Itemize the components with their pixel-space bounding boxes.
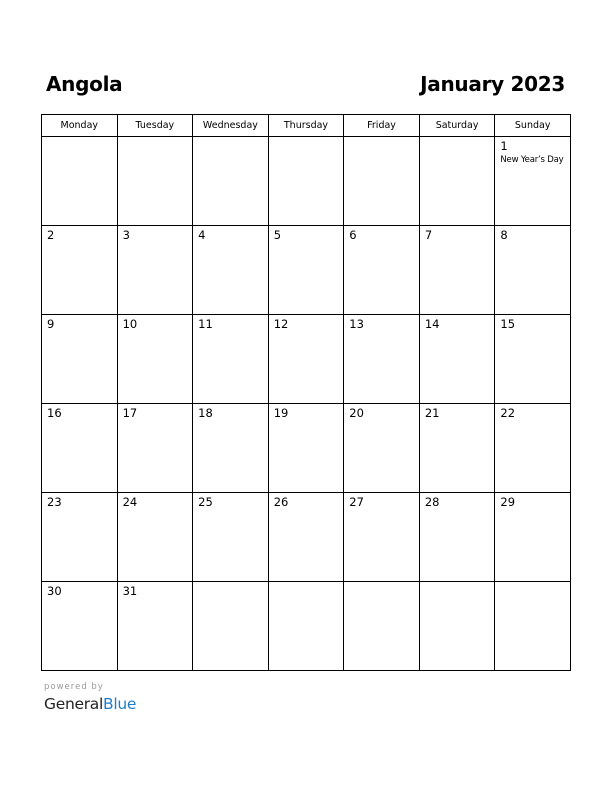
calendar-week-row [42, 315, 571, 404]
calendar-week-row [42, 226, 571, 315]
weekday-header-saturday: Saturday [419, 115, 495, 137]
weekday-header-thursday: Thursday [268, 115, 344, 137]
calendar-day-cell [495, 137, 571, 226]
brand-logo[interactable] [44, 694, 136, 714]
weekday-header-sunday: Sunday [495, 115, 571, 137]
calendar-day-cell [495, 226, 571, 315]
day-number: 8 [500, 228, 508, 242]
day-number: 16 [47, 406, 62, 420]
calendar-grid [41, 114, 571, 671]
calendar-day-cell [42, 137, 118, 226]
powered-by-text: powered by [44, 682, 104, 692]
calendar-day-cell [193, 404, 269, 493]
holiday-label: New Year’s Day [500, 155, 564, 165]
calendar-day-cell [268, 582, 344, 671]
calendar-day-cell [419, 493, 495, 582]
day-number: 11 [198, 317, 213, 331]
day-number: 25 [198, 495, 213, 509]
calendar-day-cell [193, 137, 269, 226]
day-number [420, 137, 495, 140]
day-number [193, 137, 268, 140]
calendar-week-row [42, 137, 571, 226]
calendar-day-cell [495, 582, 571, 671]
day-number [118, 137, 193, 140]
weekday-header-row [42, 115, 571, 137]
day-number [269, 582, 344, 585]
calendar-day-cell [495, 315, 571, 404]
brand-blue-text: Blue [102, 695, 137, 713]
day-number: 22 [500, 406, 516, 420]
day-number: 14 [424, 317, 440, 331]
calendar-day-cell [42, 582, 118, 671]
calendar-day-cell [117, 315, 193, 404]
calendar-day-cell [268, 493, 344, 582]
day-number: 12 [273, 317, 289, 331]
day-number: 7 [424, 228, 433, 242]
weekday-header-friday: Friday [344, 115, 420, 137]
day-number [269, 137, 344, 140]
calendar-day-cell [344, 493, 420, 582]
calendar-day-cell [268, 404, 344, 493]
calendar-day-cell [268, 226, 344, 315]
day-number: 20 [349, 406, 364, 420]
calendar-day-cell [495, 404, 571, 493]
calendar-day-cell [419, 137, 495, 226]
footer-branding [44, 682, 136, 714]
day-number: 3 [122, 228, 130, 242]
day-number: 23 [47, 495, 62, 509]
day-number: 26 [273, 495, 289, 509]
day-number: 19 [273, 406, 289, 420]
calendar-day-cell [117, 493, 193, 582]
calendar-week-row [42, 404, 571, 493]
day-number: 6 [349, 228, 357, 242]
calendar-day-cell [344, 582, 420, 671]
calendar-day-cell [117, 226, 193, 315]
day-number: 21 [424, 406, 440, 420]
day-number: 15 [500, 317, 516, 331]
day-number: 5 [273, 228, 282, 242]
country-title: Angola [46, 72, 123, 96]
day-number: 31 [122, 584, 138, 598]
day-number [344, 582, 419, 585]
calendar-day-cell [193, 315, 269, 404]
calendar-day-cell [344, 137, 420, 226]
calendar-day-cell [42, 315, 118, 404]
day-number: 13 [349, 317, 364, 331]
calendar-day-cell [268, 137, 344, 226]
calendar-day-cell [42, 404, 118, 493]
day-number: 18 [198, 406, 213, 420]
weekday-header-monday: Monday [42, 115, 118, 137]
calendar-day-cell [117, 404, 193, 493]
day-number: 30 [47, 584, 62, 598]
calendar-week-row [42, 582, 571, 671]
calendar-day-cell [419, 226, 495, 315]
day-number [42, 137, 117, 140]
calendar-week-row [42, 493, 571, 582]
weekday-header-wednesday: Wednesday [193, 115, 269, 137]
calendar-day-cell [419, 582, 495, 671]
day-number [344, 137, 419, 140]
day-number: 9 [47, 317, 55, 331]
calendar-day-cell [117, 582, 193, 671]
calendar-day-cell [42, 493, 118, 582]
calendar-day-cell [344, 226, 420, 315]
day-number: 24 [122, 495, 138, 509]
calendar-day-cell [193, 582, 269, 671]
brand-general-text: General [44, 695, 103, 713]
day-number: 10 [122, 317, 138, 331]
calendar-day-cell [344, 315, 420, 404]
calendar-day-cell [344, 404, 420, 493]
day-number: 4 [198, 228, 206, 242]
day-number [193, 582, 268, 585]
calendar-day-cell [419, 315, 495, 404]
calendar-day-cell [495, 493, 571, 582]
day-number [495, 582, 570, 585]
day-number: 2 [47, 228, 55, 242]
month-year-title: January 2023 [420, 72, 565, 96]
calendar-day-cell [42, 226, 118, 315]
calendar-day-cell [268, 315, 344, 404]
calendar-day-cell [419, 404, 495, 493]
weekday-header-tuesday: Tuesday [117, 115, 193, 137]
calendar-day-cell [193, 226, 269, 315]
day-number [420, 582, 495, 585]
calendar-day-cell [117, 137, 193, 226]
calendar-body [42, 137, 571, 671]
day-number: 29 [500, 495, 516, 509]
calendar-day-cell [193, 493, 269, 582]
day-number: 28 [424, 495, 440, 509]
day-number: 1 [500, 139, 508, 153]
day-number: 27 [349, 495, 364, 509]
day-number: 17 [122, 406, 138, 420]
